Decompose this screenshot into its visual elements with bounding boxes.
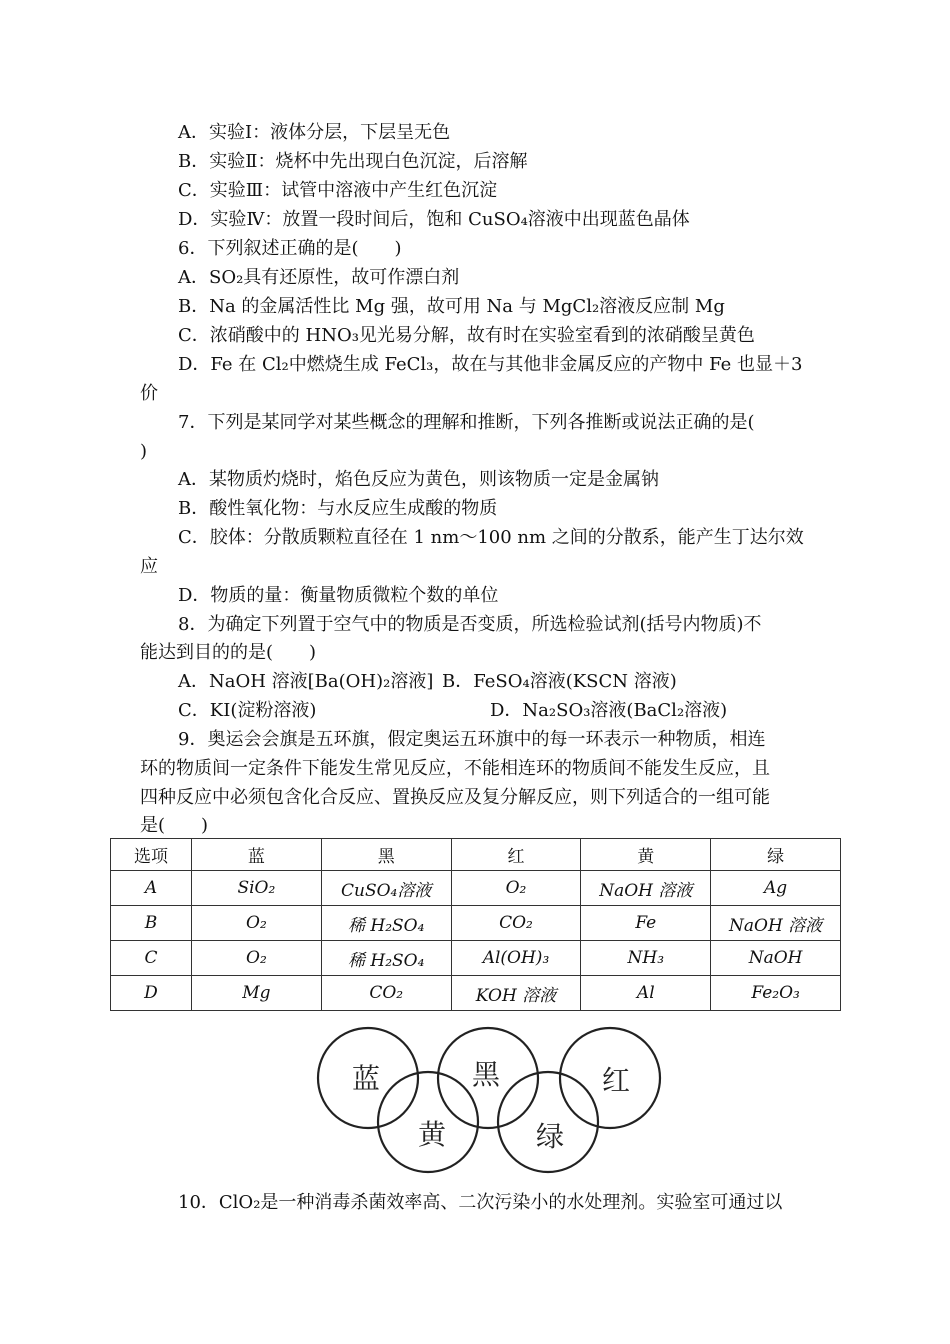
q5-option-a: A．实验Ⅰ：液体分层，下层呈无色 <box>178 122 451 143</box>
q8-stem-line1: 8．为确定下列置于空气中的物质是否变质，所选检验试剂(括号内物质)不 <box>178 614 762 635</box>
q7-option-b: B．酸性氧化物：与水反应生成酸的物质 <box>178 498 498 519</box>
table-cell: SiO₂ <box>192 871 322 906</box>
header-cell: 绿 <box>711 839 841 871</box>
table-cell: O₂ <box>451 871 581 906</box>
ring-label-blue: 蓝 <box>352 1062 381 1095</box>
header-cell: 选项 <box>111 839 192 871</box>
q7-option-c-line2: 应 <box>140 556 158 577</box>
q6-option-c: C．浓硝酸中的 HNO₃见光易分解，故有时在实验室看到的浓硝酸呈黄色 <box>178 325 755 346</box>
q6-option-d-line2: 价 <box>140 383 158 404</box>
table-cell: NaOH 溶液 <box>581 871 711 906</box>
q5-option-b: B．实验Ⅱ：烧杯中先出现白色沉淀，后溶解 <box>178 151 528 172</box>
table-row <box>111 976 841 1011</box>
header-cell: 红 <box>451 839 581 871</box>
table-row <box>111 941 841 976</box>
table-cell: B <box>111 906 192 941</box>
q6-option-a: A．SO₂具有还原性，故可作漂白剂 <box>178 267 460 288</box>
table-cell: Fe <box>581 906 711 941</box>
table-cell: A <box>111 871 192 906</box>
q9-stem-line3: 四种反应中必须包含化合反应、置换反应及复分解反应，则下列适合的一组可能 <box>140 787 770 808</box>
ring-label-green: 绿 <box>536 1120 565 1153</box>
table-cell: Mg <box>192 976 322 1011</box>
table-cell: CO₂ <box>451 906 581 941</box>
table-cell: 稀 H₂SO₄ <box>321 941 451 976</box>
q7-option-c-line1: C．胶体：分散质颗粒直径在 1 nm～100 nm 之间的分散系，能产生丁达尔效 <box>178 527 804 548</box>
header-cell: 黄 <box>581 839 711 871</box>
table-cell: KOH 溶液 <box>451 976 581 1011</box>
table-cell: Ag <box>711 871 841 906</box>
q6-option-b: B．Na 的金属活性比 Mg 强，故可用 Na 与 MgCl₂溶液反应制 Mg <box>178 296 725 317</box>
table-cell: D <box>111 976 192 1011</box>
table-cell: NaOH <box>711 941 841 976</box>
q9-answer-table <box>110 838 841 1011</box>
q9-stem-line4: 是( ) <box>140 815 209 836</box>
q8-option-c: C．KI(淀粉溶液) <box>178 700 317 721</box>
q6-option-d-line1: D．Fe 在 Cl₂中燃烧生成 FeCl₃，故在与其他非金属反应的产物中 Fe 也显＋3 <box>178 354 803 375</box>
table-cell: Al <box>581 976 711 1011</box>
ring-label-yellow: 黄 <box>418 1118 447 1151</box>
table-row <box>111 906 841 941</box>
q10-stem: 10．ClO₂是一种消毒杀菌效率高、二次污染小的水处理剂。实验室可通过以 <box>178 1192 783 1213</box>
q8-option-b: B．FeSO₄溶液(KSCN 溶液) <box>442 671 677 692</box>
q7-option-a: A．某物质灼烧时，焰色反应为黄色，则该物质一定是金属钠 <box>178 469 659 490</box>
q7-stem-line2: ) <box>140 441 148 462</box>
ring-label-red: 红 <box>602 1064 631 1097</box>
q5-option-d: D．实验Ⅳ：放置一段时间后，饱和 CuSO₄溶液中出现蓝色晶体 <box>178 209 690 230</box>
header-cell: 黑 <box>321 839 451 871</box>
q8-option-a: A．NaOH 溶液[Ba(OH)₂溶液] <box>178 671 434 692</box>
table-cell: NH₃ <box>581 941 711 976</box>
table-cell: CuSO₄溶液 <box>321 871 451 906</box>
table-cell: C <box>111 941 192 976</box>
table-row <box>111 871 841 906</box>
table-cell: O₂ <box>192 906 322 941</box>
q5-option-c: C．实验Ⅲ：试管中溶液中产生红色沉淀 <box>178 180 498 201</box>
q8-option-d: D．Na₂SO₃溶液(BaCl₂溶液) <box>490 700 728 721</box>
table-cell: NaOH 溶液 <box>711 906 841 941</box>
table-cell: 稀 H₂SO₄ <box>321 906 451 941</box>
header-cell: 蓝 <box>192 839 322 871</box>
table-header-row <box>111 839 841 871</box>
q8-stem-line2: 能达到目的的是( ) <box>140 642 317 663</box>
table-cell: Al(OH)₃ <box>451 941 581 976</box>
q7-option-d: D．物质的量：衡量物质微粒个数的单位 <box>178 585 499 606</box>
table-cell: CO₂ <box>321 976 451 1011</box>
q9-stem-line1: 9．奥运会会旗是五环旗，假定奥运五环旗中的每一环表示一种物质，相连 <box>178 729 766 750</box>
table-cell: O₂ <box>192 941 322 976</box>
ring-label-black: 黑 <box>472 1058 501 1091</box>
q6-stem: 6．下列叙述正确的是( ) <box>178 238 402 259</box>
q7-stem-line1: 7．下列是某同学对某些概念的理解和推断，下列各推断或说法正确的是( <box>178 412 755 433</box>
q9-stem-line2: 环的物质间一定条件下能发生常见反应，不能相连环的物质间不能发生反应，且 <box>140 758 770 779</box>
table-cell: Fe₂O₃ <box>711 976 841 1011</box>
olympic-rings-figure <box>316 1022 666 1174</box>
